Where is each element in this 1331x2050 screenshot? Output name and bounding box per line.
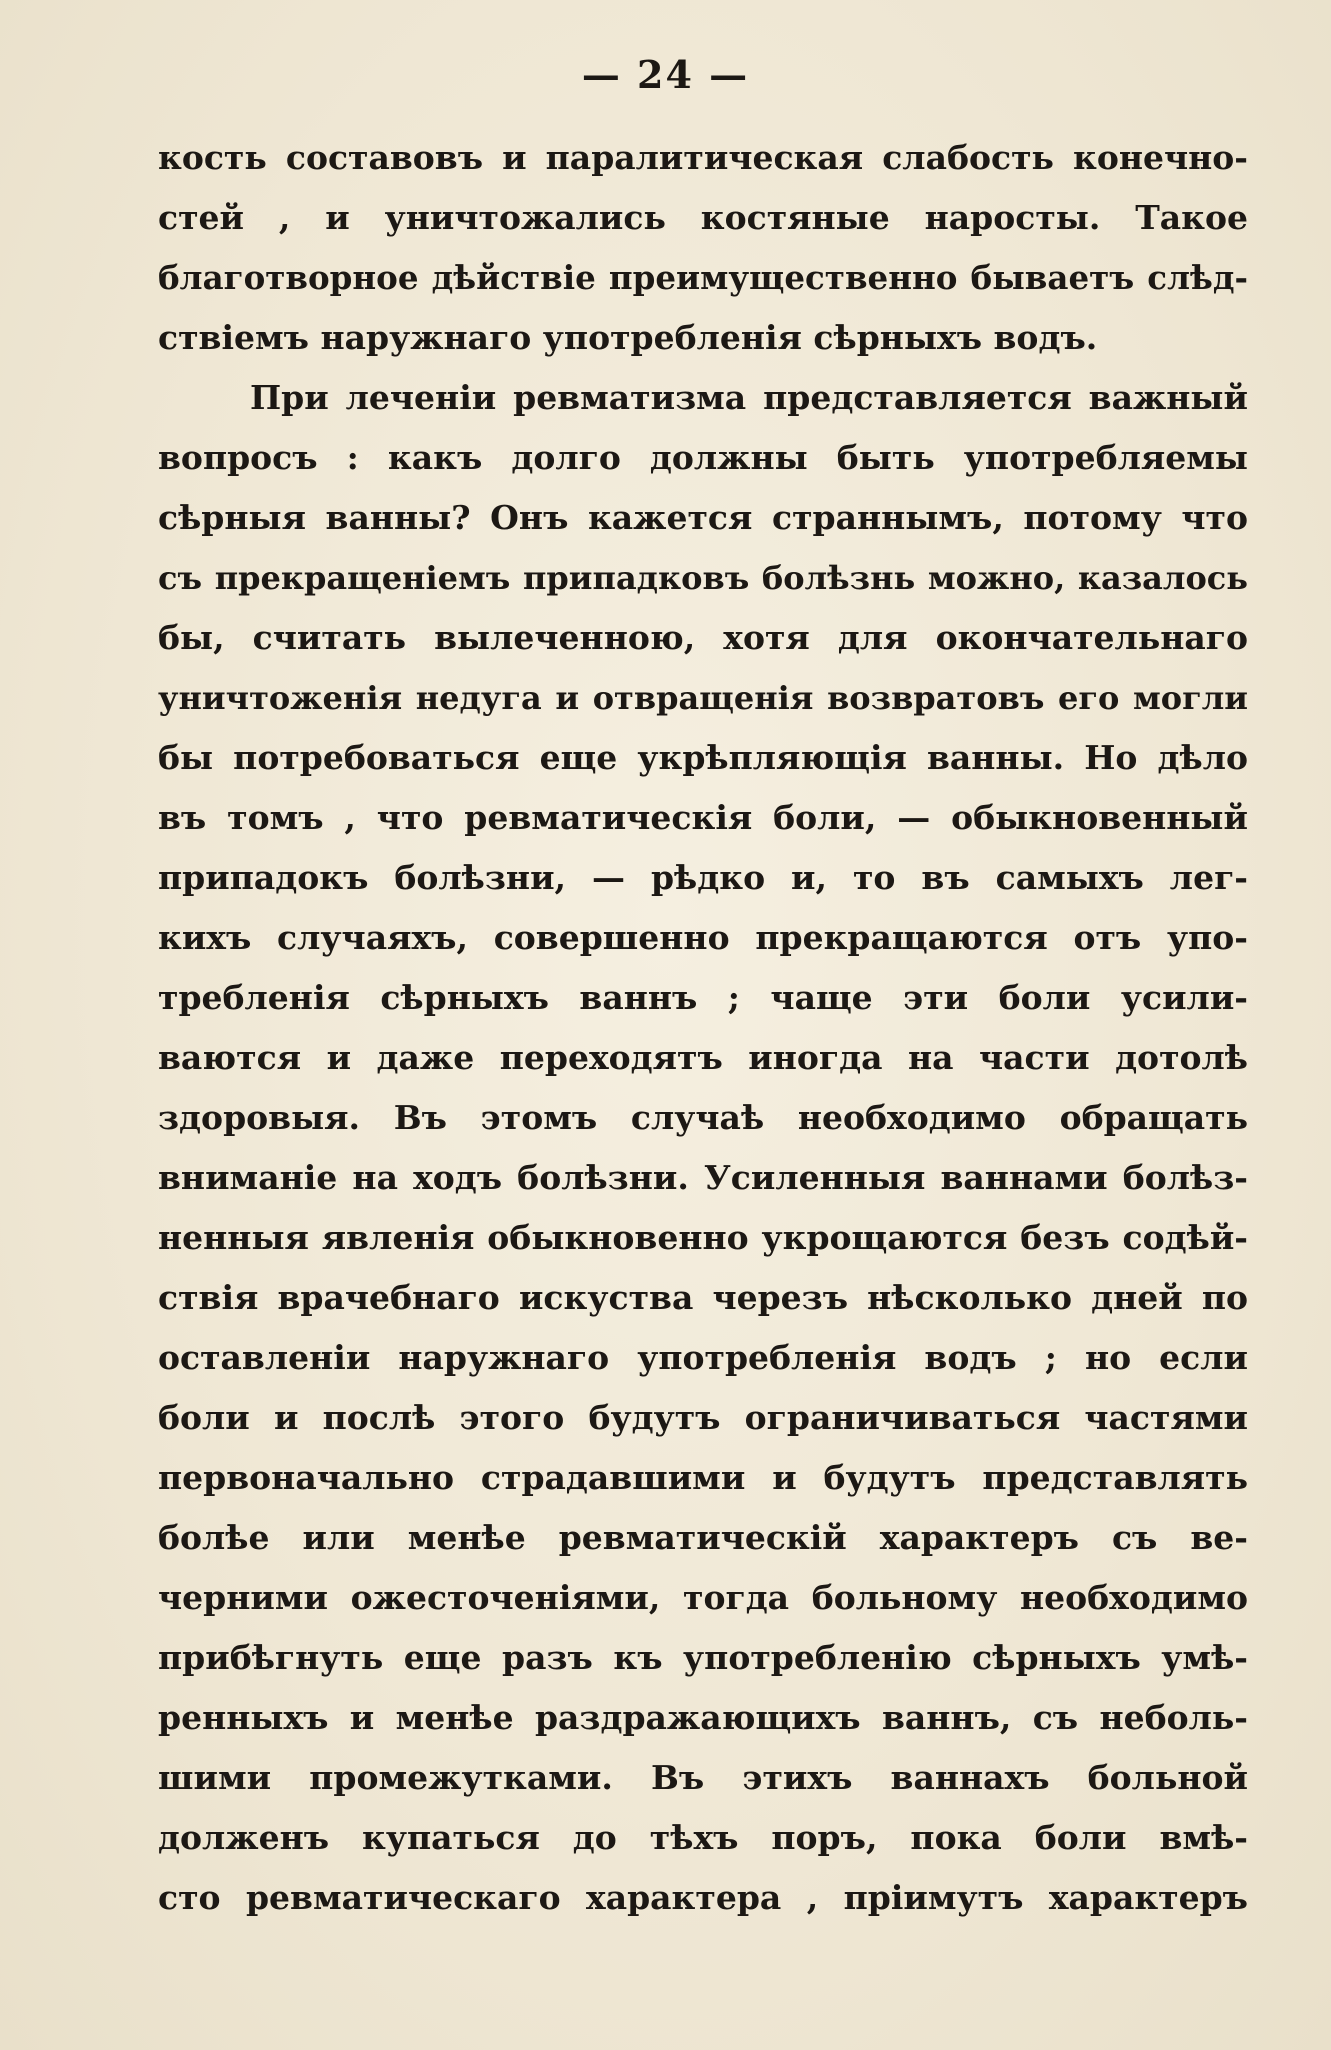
text-line: сѣрныя ванны? Онъ кажется страннымъ, потому что — [158, 498, 1248, 537]
text-line: вниманіе на ходъ болѣзни. Усиленныя ваннами болѣз- — [158, 1158, 1248, 1197]
text-line: долженъ купаться до тѣхъ поръ, пока боли вмѣ- — [158, 1818, 1248, 1857]
text-line: ненныя явленія обыкновенно укрощаются безъ содѣй- — [158, 1218, 1248, 1257]
text-line: бы потребоваться еще укрѣпляющія ванны. Но дѣло — [158, 738, 1248, 777]
text-line: оставленіи наружнаго употребленія водъ ; но если — [158, 1338, 1248, 1377]
text-line: припадокъ болѣзни, — рѣдко и, то въ самыхъ лег- — [158, 858, 1248, 897]
text-line: боли и послѣ этого будутъ ограничиваться частями — [158, 1398, 1248, 1437]
body-text — [158, 128, 1248, 1928]
text-line: ренныхъ и менѣе раздражающихъ ваннъ, съ неболь- — [158, 1698, 1248, 1737]
text-line: болѣе или менѣе ревматическій характеръ съ ве- — [158, 1518, 1248, 1557]
text-line: вопросъ : какъ долго должны быть употребляемы — [158, 438, 1248, 477]
paragraph-first-line: При леченіи ревматизма представляется важный — [250, 378, 1248, 417]
text-line: съ прекращеніемъ припадковъ болѣзнь можно, казалось — [158, 559, 1248, 597]
page-number: — 24 — — [581, 52, 750, 97]
text-line: благотворное дѣйствіе преимущественно бываетъ слѣд- — [158, 258, 1248, 297]
text-line: здоровыя. Въ этомъ случаѣ необходимо обращать — [158, 1098, 1248, 1137]
text-line: прибѣгнуть еще разъ къ употребленію сѣрныхъ умѣ- — [158, 1638, 1248, 1677]
text-line: ваются и даже переходятъ иногда на части дотолѣ — [158, 1038, 1248, 1077]
text-line: требленія сѣрныхъ ваннъ ; чаще эти боли усили- — [158, 978, 1248, 1017]
text-line: бы, считать вылеченною, хотя для окончательнаго — [158, 618, 1248, 657]
text-line: кихъ случаяхъ, совершенно прекращаются отъ упо- — [158, 918, 1248, 957]
text-line: сто ревматическаго характера , пріимутъ характеръ — [158, 1878, 1248, 1917]
text-line: черними ожесточеніями, тогда больному необходимо — [158, 1578, 1248, 1617]
text-line: въ томъ , что ревматическія боли, — обыкновенный — [158, 798, 1248, 837]
text-line: ствіемъ наружнаго употребленія сѣрныхъ водъ. — [158, 318, 1098, 357]
text-line: ствія врачебнаго искуства черезъ нѣсколько дней по — [158, 1278, 1248, 1317]
text-line: первоначально страдавшими и будутъ представлять — [158, 1458, 1248, 1497]
text-line: кость составовъ и паралитическая слабость конечно- — [158, 138, 1248, 177]
text-line: уничтоженія недуга и отвращенія возвратовъ его могли — [158, 679, 1248, 717]
text-line: стей , и уничтожались костяные наросты. Такое — [158, 198, 1248, 237]
text-line: шими промежутками. Въ этихъ ваннахъ больной — [158, 1758, 1248, 1797]
